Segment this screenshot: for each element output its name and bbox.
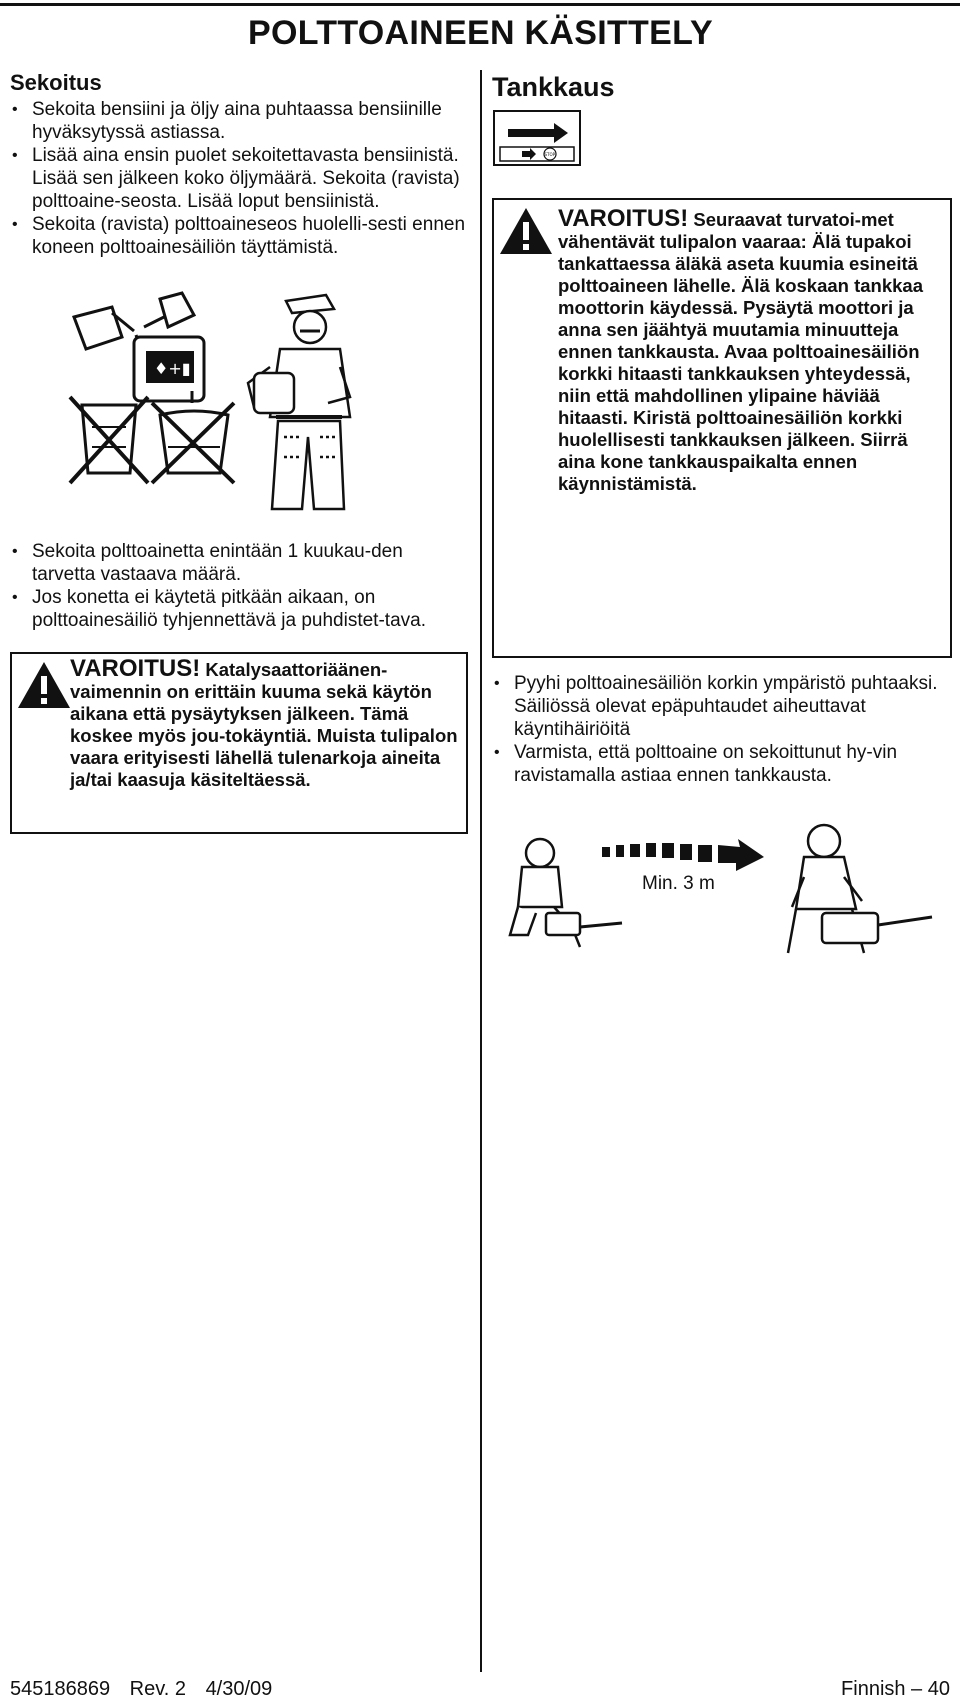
operator-shaking-canister-icon xyxy=(248,295,350,509)
operator-starting-machine-icon xyxy=(788,825,932,953)
section-heading-tankkaus: Tankkaus xyxy=(492,72,615,102)
fuel-mixing-illustration xyxy=(64,287,394,513)
part-number: 545186869 xyxy=(10,1678,111,1700)
catalytic-muffler-warning xyxy=(10,652,468,834)
warning-text xyxy=(70,655,462,791)
warning-triangle-icon xyxy=(16,660,72,710)
list-item: • Pyyhi polttoainesäiliön korkin ympäristö puhtaaksi. Säiliössä olevat epäpuhtaudet aiheuttavat käyntihäiriöitä xyxy=(492,672,952,741)
storage-instructions-list xyxy=(10,540,466,632)
stop-label: STOP xyxy=(544,152,556,157)
svg-text:♦+▮: ♦+▮ xyxy=(154,359,191,378)
warning-body: Seuraavat turvatoi-met vähentävät tulipalon vaaraa: Älä tupakoi tankattaessa äläkä aseta kuumia esineitä polttoaineen lähelle. Älä koskaan tankkaa moottorin käydessä. Pysäytä moottori ja anna sen jäähtyä muutamia minuutteja ennen tankkausta. Avaa polttoainesäiliön korkki hitaasti tankkauksen yhteydessä, niin että mahdollinen ylipaine häviää hitaasti. Kiristä polttoainesäiliön korkki huolellisesti tankkauksen jälkeen. Siirrä aina kone tankkauspaikalta ennen käynnistämistä. xyxy=(558,209,923,494)
warning-text xyxy=(558,205,946,495)
warning-title: VAROITUS! xyxy=(558,205,689,232)
distance-arrow-icon xyxy=(602,839,764,871)
section-heading-sekoitus: Sekoitus xyxy=(10,70,102,95)
mixing-instructions-list xyxy=(10,98,466,259)
warning-body: Katalysaattoriäänen-vaimennin on erittäin kuuma sekä käytön aikana että pysäytyksen jälkeen. Tämä koskee myös jou-tokäyntiä. Muista tulipalon vaara erityisesti lähellä tulenarkoja aineita ja/tai kaasuja käsiteltäessä. xyxy=(70,659,458,790)
list-item: • Lisää aina ensin puolet sekoitettavasta bensiinistä. Lisää sen jälkeen koko öljymäärä. Sekoita (ravista) polttoaine-seosta. Lisää loput bensiinistä. xyxy=(10,144,466,213)
minimum-distance-label: Min. 3 m xyxy=(642,873,715,894)
refuel-instructions-list xyxy=(492,672,952,787)
list-item: • Sekoita polttoainetta enintään 1 kuukau-den tarvetta vastaava määrä. xyxy=(10,540,466,586)
right-column xyxy=(492,72,952,957)
warning-title: VAROITUS! xyxy=(70,655,201,682)
list-item: • Varmista, että polttoaine on sekoittunut hy-vin ravistamalla astiaa ennen tankkausta. xyxy=(492,741,952,787)
move-away-figure xyxy=(492,817,942,957)
prohibited-bowl-icon xyxy=(152,391,234,483)
footer-left xyxy=(10,1678,286,1701)
revision-date: 4/30/09 xyxy=(205,1678,273,1700)
column-divider xyxy=(480,70,482,1672)
list-item: • Sekoita (ravista) polttoaineseos huolelli-sesti ennen koneen polttoainesäiliön täyttämistä. xyxy=(10,213,466,259)
list-item: • Sekoita bensiini ja öljy aina puhtaassa bensiinille hyväksytyssä astiassa. xyxy=(10,98,466,144)
page-number: Finnish – 40 xyxy=(841,1678,950,1700)
list-item: • Jos konetta ei käytetä pitkään aikaan, on polttoainesäiliö tyhjennettävä ja puhdistet-tava. xyxy=(10,586,466,632)
warning-triangle-icon xyxy=(498,206,554,256)
left-column xyxy=(10,70,466,834)
move-away-illustration xyxy=(492,817,942,957)
page-title: POLTTOAINEEN KÄSITTELY xyxy=(248,14,714,52)
revision: Rev. 2 xyxy=(129,1678,186,1700)
top-rule xyxy=(0,3,960,6)
refuelling-warning xyxy=(492,198,952,658)
refuel-sign-illustration xyxy=(492,109,582,167)
prohibited-container-icon xyxy=(70,397,148,483)
